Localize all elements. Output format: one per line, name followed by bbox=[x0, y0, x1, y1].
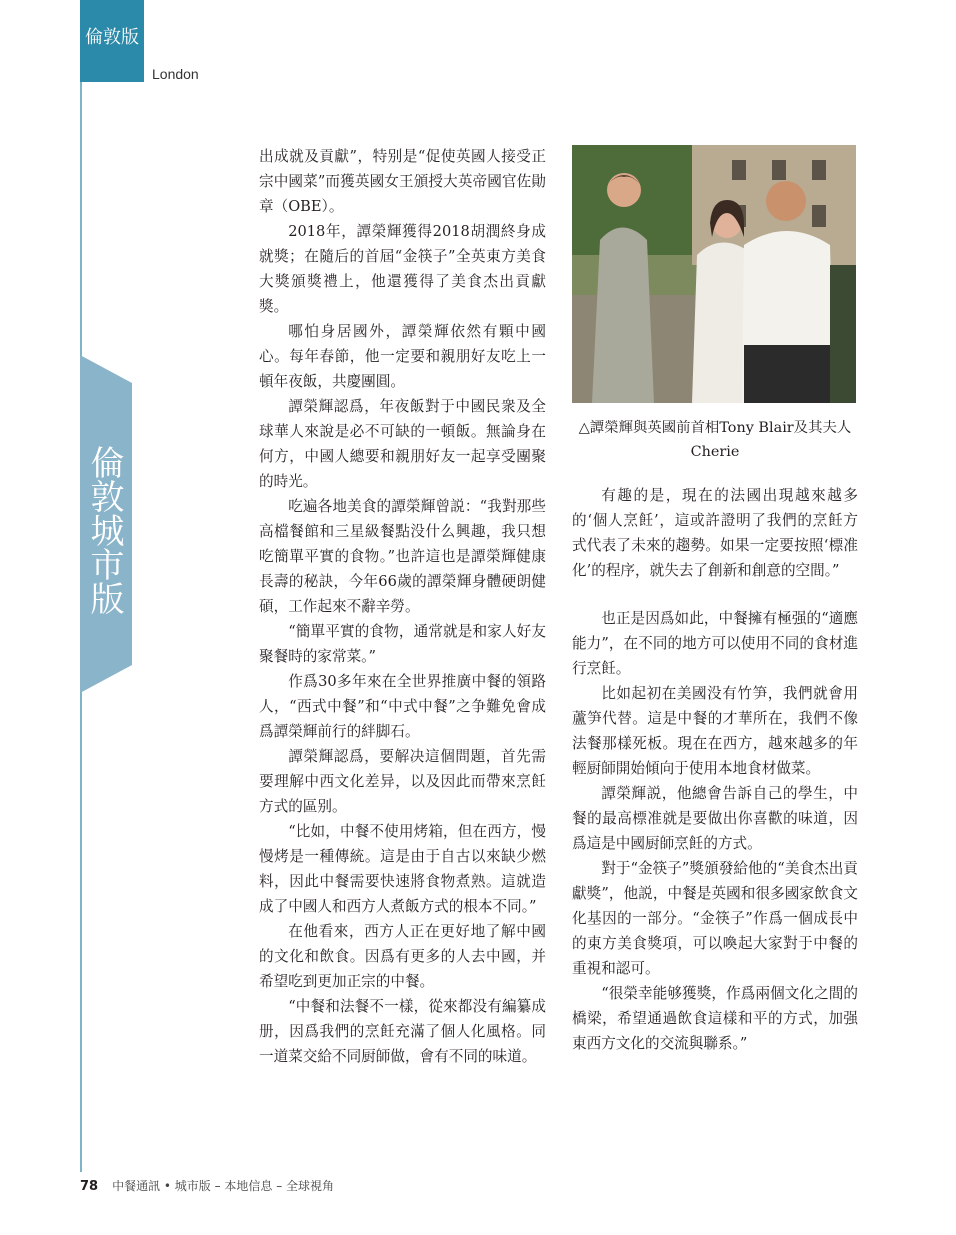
paragraph: 在他看來，西方人正在更好地了解中國的文化和飲食。因爲有更多的人去中國，并希望吃到更加正宗的中餐。 bbox=[259, 923, 546, 990]
paragraph: 哪怕身居國外，譚榮輝依然有顆中國心。每年春節，他一定要和親朋好友吃上一頓年夜飯，共慶團圓。 bbox=[259, 323, 546, 390]
page-footer bbox=[80, 1177, 334, 1194]
paragraph: 譚榮輝説，他總會告訴自己的學生，中餐的最高標准就是要做出你喜歡的味道，因爲這是中國厨師烹飪的方式。 bbox=[572, 785, 858, 852]
paragraph: “比如，中餐不使用烤箱，但在西方，慢慢烤是一種傳統。這是由于自古以來缺少燃料，因此中餐需要快速將食物煮熟。這就造成了中國人和西方人煮飯方式的根本不同。” bbox=[259, 823, 546, 915]
page-number: 78 bbox=[80, 1179, 99, 1194]
paragraph: 出成就及貢獻”，特别是“促使英國人接受正宗中國菜”而獲英國女王頒授大英帝國官佐勛章（OBE）。 bbox=[259, 148, 546, 215]
paragraph: 譚榮輝認爲，年夜飯對于中國民衆及全球華人來說是必不可缺的一頓飯。無論身在何方，中國人總要和親朋好友一起享受團聚的時光。 bbox=[259, 398, 546, 490]
paragraph: 也正是因爲如此，中餐擁有極强的“適應能力”，在不同的地方可以使用不同的食材進行烹飪。 bbox=[572, 610, 858, 677]
photo-illustration-icon bbox=[572, 145, 856, 403]
edition-subtitle: London bbox=[152, 66, 199, 82]
article-photo bbox=[572, 145, 856, 403]
photo-caption: △譚榮輝與英國前首相Tony Blair及其夫人Cherie bbox=[578, 420, 852, 460]
side-label: 倫敦城市版 bbox=[84, 445, 124, 615]
paragraph: “很榮幸能够獲獎，作爲兩個文化之間的橋梁，希望通過飲食這樣和平的方式，加强東西方文化的交流與聯系。” bbox=[572, 985, 858, 1052]
paragraph: 吃遍各地美食的譚榮輝曾説：“我對那些高檔餐館和三星級餐點没什么興趣，我只想吃簡單平實的食物。”也許這也是譚榮輝健康長壽的秘訣，今年66歲的譚榮輝身體硬朗健碩，工作起來不辭辛勞。 bbox=[259, 498, 546, 615]
paragraph: 比如起初在美國没有竹笋，我們就會用蘆笋代替。這是中餐的才華所在，我們不像法餐那樣死板。現在在西方，越來越多的年輕厨師開始傾向于使用本地食材做菜。 bbox=[572, 685, 858, 777]
paragraph: 譚榮輝認爲，要解决這個問題，首先需要理解中西文化差异，以及因此而帶來烹飪方式的區别。 bbox=[259, 748, 546, 815]
paragraph: 2018年，譚榮輝獲得2018胡潤終身成就獎；在隨后的首屆“金筷子”全英東方美食大獎頒獎禮上，他還獲得了美食杰出貢獻獎。 bbox=[259, 223, 546, 315]
paragraph: 作爲30多年來在全世界推廣中餐的領路人，“西式中餐”和“中式中餐”之争難免會成爲譚榮輝前行的絆脚石。 bbox=[259, 673, 546, 740]
right-column bbox=[572, 483, 858, 1056]
paragraph: 對于“金筷子”獎頒發給他的“美食杰出貢獻獎”，他説，中餐是英國和很多國家飲食文化基因的一部分。“金筷子”作爲一個成長中的東方美食獎項，可以喚起大家對于中餐的重視和認可。 bbox=[572, 860, 858, 977]
paragraph: “簡單平實的食物，通常就是和家人好友聚餐時的家常菜。” bbox=[259, 623, 546, 665]
paragraph: 有趣的是，現在的法國出現越來越多的‘個人烹飪’，這或許證明了我們的烹飪方式代表了未來的趨勢。如果一定要按照‘標准化’的程序，就失去了創新和創意的空間。” bbox=[572, 487, 858, 579]
edition-tab bbox=[80, 0, 144, 82]
paragraph: “中餐和法餐不一樣，從來都没有編纂成册，因爲我們的烹飪充滿了個人化風格。同一道菜交給不同厨師做，會有不同的味道。 bbox=[259, 998, 546, 1065]
edition-tab-label: 倫敦版 bbox=[85, 27, 139, 48]
footer-text: 中餐通訊 • 城市版 – 本地信息 – 全球視角 bbox=[112, 1179, 335, 1193]
left-column bbox=[259, 144, 546, 1069]
